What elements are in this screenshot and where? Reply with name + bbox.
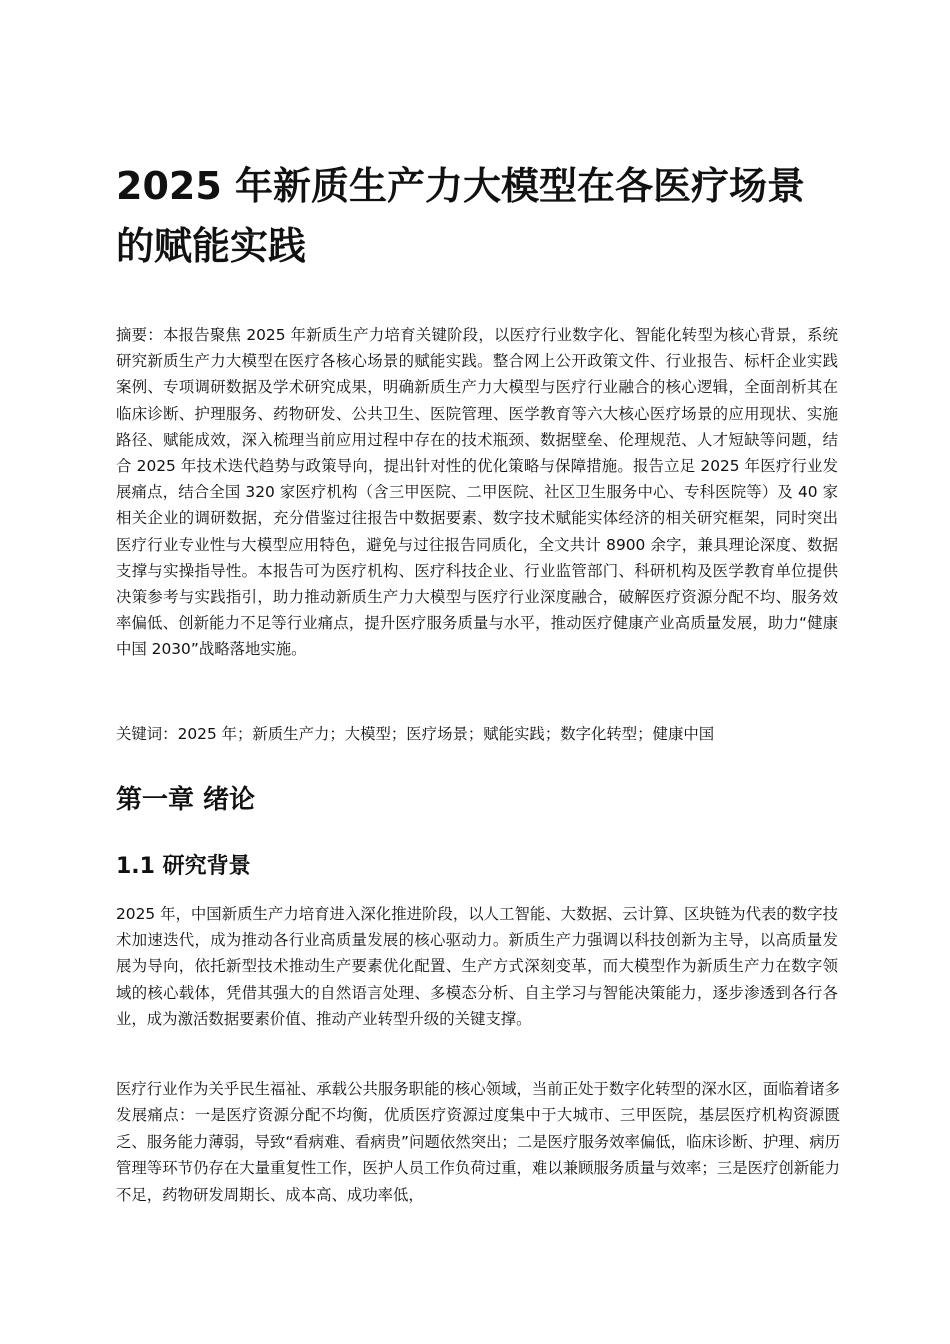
body-paragraph: 2025 年，中国新质生产力培育进入深化推进阶段，以人工智能、大数据、云计算、区块链为代表的数字技术加速迭代，成为推动各行业高质量发展的核心驱动力。新质生产力强调以科技创新为主导，以高质量发展为导向，依托新型技术推动生产要素优化配置、生产方式深刻变革，而大模型作为新质生产力在数字领域的核心载体，凭借其强大的自然语言处理、多模态分析、自主学习与智能决策能力，逐步渗透到各行各业，成为激活数据要素价值、推动产业转型升级的关键支撑。 <box>116 905 838 1028</box>
chapter-heading: 第一章 绪论 <box>116 785 256 815</box>
abstract-paragraph: 摘要：本报告聚焦 2025 年新质生产力培育关键阶段，以医疗行业数字化、智能化转型为核心背景，系统研究新质生产力大模型在医疗各核心场景的赋能实践。整合网上公开政策文件、行业报告、标杆企业实践案例、专项调研数据及学术研究成果，明确新质生产力大模型与医疗行业融合的核心逻辑，全面剖析其在临床诊断、护理服务、药物研发、公共卫生、医院管理、医学教育等六大核心医疗场景的应用现状、实施路径、赋能成效，深入梳理当前应用过程中存在的技术瓶颈、数据壁垒、伦理规范、人才短缺等问题，结合 2025 年技术迭代趋势与政策导向，提出针对性的优化策略与保障措施。报告立足 2025 年医疗行业发展痛点，结合全国 320 家医疗机构（含三甲医院、二甲医院、社区卫生服务中心、专科医院等）及 40 家相关企业的调研数据，充分借鉴过往报告中数据要素、数字技术赋能实体经济的相关研究框架，同时突出医疗行业专业性与大模型应用特色，避免与过往报告同质化，全文共计 8900 余字，兼具理论深度、数据支撑与实操指导性。本报告可为医疗机构、医疗科技企业、行业监管部门、科研机构及医学教育单位提供决策参考与实践指引，助力推动新质生产力大模型与医疗行业深度融合，破解医疗资源分配不均、服务效率偏低、创新能力不足等行业痛点，提升医疗服务质量与水平，推动医疗健康产业高质量发展，助力“健康中国 2030”战略落地实施。 <box>116 326 838 659</box>
body-paragraph: 医疗行业作为关乎民生福祉、承载公共服务职能的核心领域，当前正处于数字化转型的深水区，面临着诸多发展痛点：一是医疗资源分配不均衡，优质医疗资源过度集中于大城市、三甲医院，基层医疗机构资源匮乏、服务能力薄弱，导致“看病难、看病贵”问题依然突出；二是医疗服务效率偏低，临床诊断、护理、病历管理等环节仍存在大量重复性工作，医护人员工作负荷过重，难以兼顾服务质量与效率；三是医疗创新能力不足，药物研发周期长、成本高、成功率低， <box>116 1080 840 1204</box>
section-heading: 1.1 研究背景 <box>116 854 251 879</box>
keywords-line: 关键词：2025 年；新质生产力；大模型；医疗场景；赋能实践；数字化转型；健康中国 <box>116 725 715 743</box>
document-title: 2025 年新质生产力大模型在各医疗场景的赋能实践 <box>116 164 805 268</box>
